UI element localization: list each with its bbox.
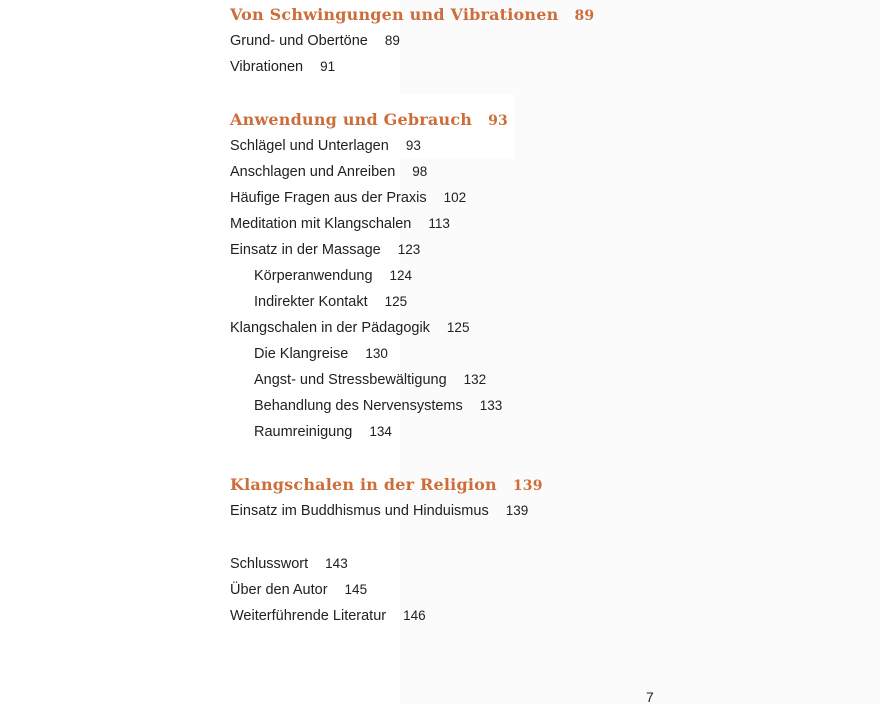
- toc-section-gap: [230, 524, 594, 551]
- toc-section-gap: [230, 445, 594, 472]
- toc-entry-page-number: 89: [384, 33, 400, 48]
- toc-entry[interactable]: [230, 185, 594, 211]
- toc-list: [230, 2, 594, 629]
- toc-entry[interactable]: [230, 367, 594, 393]
- toc-entry-page-number: 146: [403, 608, 426, 623]
- toc-entry-page-number: 125: [384, 294, 408, 309]
- toc-entry-page-number: 93: [488, 113, 508, 129]
- toc-entry[interactable]: [230, 419, 594, 445]
- toc-section-gap: [230, 80, 594, 107]
- toc-entry-label: Die Klangreise: [254, 346, 349, 362]
- toc-entry-label: Häufige Fragen aus der Praxis: [230, 190, 427, 206]
- toc-entry[interactable]: [230, 315, 594, 341]
- toc-entry-label: Von Schwingungen und Vibrationen: [230, 5, 559, 24]
- toc-entry-page-number: 89: [574, 8, 595, 24]
- toc-entry-page-number: 98: [412, 164, 428, 179]
- toc-entry[interactable]: [230, 577, 594, 603]
- toc-entry[interactable]: [230, 603, 594, 629]
- toc-entry-page-number: 130: [365, 346, 388, 361]
- toc-entry[interactable]: [230, 289, 594, 315]
- toc-entry-label: Einsatz in der Massage: [230, 242, 381, 258]
- toc-entry-page-number: 139: [505, 503, 529, 518]
- toc-entry-label: Indirekter Kontakt: [254, 294, 368, 310]
- toc-entry[interactable]: [230, 498, 594, 524]
- toc-entry-label: Angst- und Stressbewältigung: [254, 372, 447, 388]
- toc-entry-label: Körperanwendung: [254, 268, 373, 284]
- toc-entry[interactable]: [230, 237, 594, 263]
- toc-entry[interactable]: [230, 263, 594, 289]
- toc-entry[interactable]: [230, 211, 594, 237]
- toc-entry-page-number: 133: [479, 398, 503, 413]
- toc-entry-page-number: 139: [512, 478, 543, 494]
- toc-entry-label: Über den Autor: [230, 582, 328, 598]
- toc-entry-page-number: 102: [443, 190, 467, 205]
- toc-entry-label: Vibrationen: [230, 59, 304, 75]
- toc-entry-page-number: 93: [405, 138, 421, 153]
- toc-entry-label: Klangschalen in der Religion: [230, 475, 497, 494]
- toc-heading[interactable]: [230, 472, 594, 498]
- toc-entry[interactable]: [230, 341, 594, 367]
- toc-entry[interactable]: [230, 551, 594, 577]
- toc-heading[interactable]: [230, 107, 594, 133]
- toc-entry-page-number: 145: [344, 582, 368, 597]
- footer-page-number: 7: [646, 689, 654, 704]
- toc-entry-label: Schlusswort: [230, 556, 309, 572]
- toc-entry-label: Anschlagen und Anreiben: [230, 164, 396, 180]
- toc-entry-label: Raumreinigung: [254, 424, 353, 440]
- toc-entry-label: Grund- und Obertöne: [230, 33, 368, 49]
- toc-entry-page-number: 123: [397, 242, 421, 257]
- toc-entry-page-number: 124: [389, 268, 413, 283]
- toc-entry[interactable]: [230, 28, 594, 54]
- toc-heading[interactable]: [230, 2, 594, 28]
- toc-entry[interactable]: [230, 133, 594, 159]
- toc-entry-label: Schlägel und Unterlagen: [230, 138, 389, 154]
- toc-entry-label: Einsatz im Buddhismus und Hinduismus: [230, 503, 489, 519]
- toc-entry-label: Weiterführende Literatur: [230, 608, 387, 624]
- toc-entry-page-number: 132: [463, 372, 487, 387]
- toc-entry-page-number: 143: [325, 556, 348, 571]
- toc-entry-page-number: 134: [369, 424, 392, 439]
- toc-entry-label: Behandlung des Nervensystems: [254, 398, 463, 414]
- toc-entry-page-number: 125: [446, 320, 470, 335]
- toc-entry-label: Klangschalen in der Pädagogik: [230, 320, 430, 336]
- toc-entry[interactable]: [230, 159, 594, 185]
- toc-entry-label: Anwendung und Gebrauch: [230, 110, 473, 129]
- toc-entry-label: Meditation mit Klangschalen: [230, 216, 412, 232]
- toc-entry-page-number: 91: [320, 59, 336, 74]
- toc-entry[interactable]: [230, 54, 594, 80]
- toc-entry[interactable]: [230, 393, 594, 419]
- toc-entry-page-number: 113: [428, 216, 450, 231]
